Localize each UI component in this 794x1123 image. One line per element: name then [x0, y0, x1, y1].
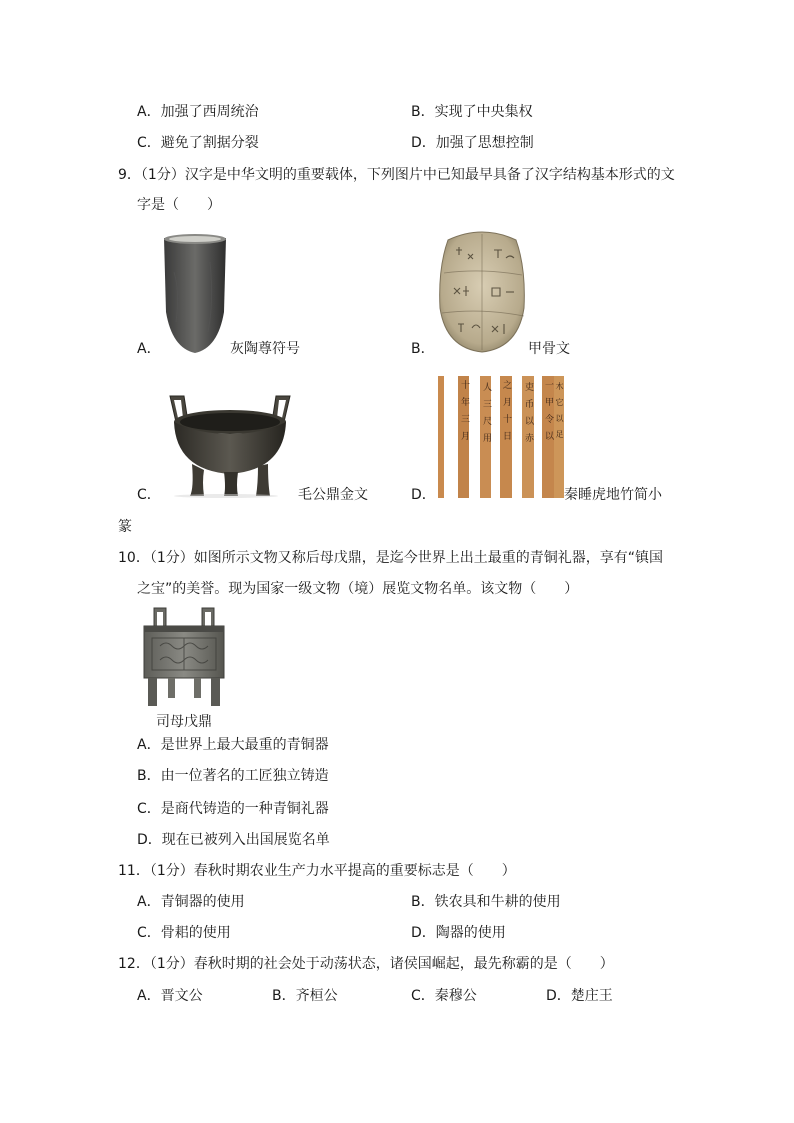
- bamboo-slip-text: 十年三月: [459, 380, 469, 448]
- q12-option-d: D．楚庄王: [546, 988, 613, 1004]
- q11-option-c: C．骨耜的使用: [137, 925, 231, 941]
- q9-option-b-letter: B．: [411, 341, 435, 357]
- q12-option-c: C．秦穆公: [411, 988, 477, 1004]
- q11-option-a: A．青铜器的使用: [137, 894, 245, 910]
- bamboo-slip: [500, 376, 512, 498]
- q10-image-caption: 司母戊鼎: [156, 714, 212, 730]
- q8-option-d: D．加强了思想控制: [411, 135, 534, 151]
- bamboo-slip-text: 人三尺用: [481, 382, 491, 450]
- q8-option-b: B．实现了中央集权: [411, 104, 533, 120]
- q9-option-b-caption: 甲骨文: [528, 341, 570, 357]
- q9-stem-line1: 9．（1分）汉字是中华文明的重要载体，下列图片中已知最早具备了汉字结构基本形式的文: [118, 167, 675, 183]
- q8-option-a: A．加强了西周统治: [137, 104, 259, 120]
- bamboo-slip-text: 一甲令以: [543, 380, 553, 448]
- q9-option-d-caption: 秦睡虎地竹简小: [564, 487, 662, 503]
- q11-stem: 11．（1分）春秋时期农业生产力水平提高的重要标志是（ ）: [118, 863, 516, 879]
- bamboo-slip: [542, 376, 554, 498]
- bamboo-slip: [554, 376, 564, 498]
- pottery-zun-image: [160, 232, 230, 354]
- q10-option-c: C．是商代铸造的一种青铜礼器: [137, 801, 329, 817]
- bamboo-slips-image: [438, 376, 564, 498]
- bamboo-slip-text: 木它以足: [555, 382, 564, 446]
- q8-option-c: C．避免了割据分裂: [137, 135, 259, 151]
- simuwu-ding-image: [138, 606, 230, 708]
- bamboo-slip-text: 之月十日: [501, 380, 511, 448]
- bamboo-slip: [480, 376, 491, 498]
- q11-option-d: D．陶器的使用: [411, 925, 506, 941]
- q12-option-b: B．齐桓公: [272, 988, 338, 1004]
- q9-option-a-letter: A．: [137, 341, 161, 357]
- q10-option-b: B．由一位著名的工匠独立铸造: [137, 768, 329, 784]
- bamboo-slip: [438, 376, 444, 498]
- q10-option-d: D．现在已被列入出国展览名单: [137, 832, 330, 848]
- mao-gong-ding-image: [162, 392, 298, 498]
- oracle-bone-image: [438, 228, 526, 354]
- q12-option-a: A．晋文公: [137, 988, 203, 1004]
- q12-stem: 12．（1分）春秋时期的社会处于动荡状态，诸侯国崛起，最先称霸的是（ ）: [118, 956, 614, 972]
- bamboo-slip-text: 吏币以赤: [523, 382, 533, 450]
- q9-stem-line2: 字是（ ）: [137, 197, 221, 213]
- q11-option-b: B．铁农具和牛耕的使用: [411, 894, 561, 910]
- q9-option-c-letter: C．: [137, 487, 161, 503]
- q9-option-d-letter: D．: [411, 487, 436, 503]
- q10-option-a: A．是世界上最大最重的青铜器: [137, 737, 329, 753]
- q10-stem-line1: 10．（1分）如图所示文物又称后母戊鼎，是迄今世界上出土最重的青铜礼器，享有“镇国: [118, 550, 663, 566]
- q9-option-c-caption: 毛公鼎金文: [298, 487, 368, 503]
- bamboo-slip: [522, 376, 534, 498]
- q9-option-d-caption-wrap: 篆: [118, 519, 132, 535]
- bamboo-slip: [458, 376, 469, 498]
- q10-stem-line2: 之宝”的美誉。现为国家一级文物（境）展览文物名单。该文物（ ）: [137, 581, 579, 597]
- q9-option-a-caption: 灰陶尊符号: [230, 341, 300, 357]
